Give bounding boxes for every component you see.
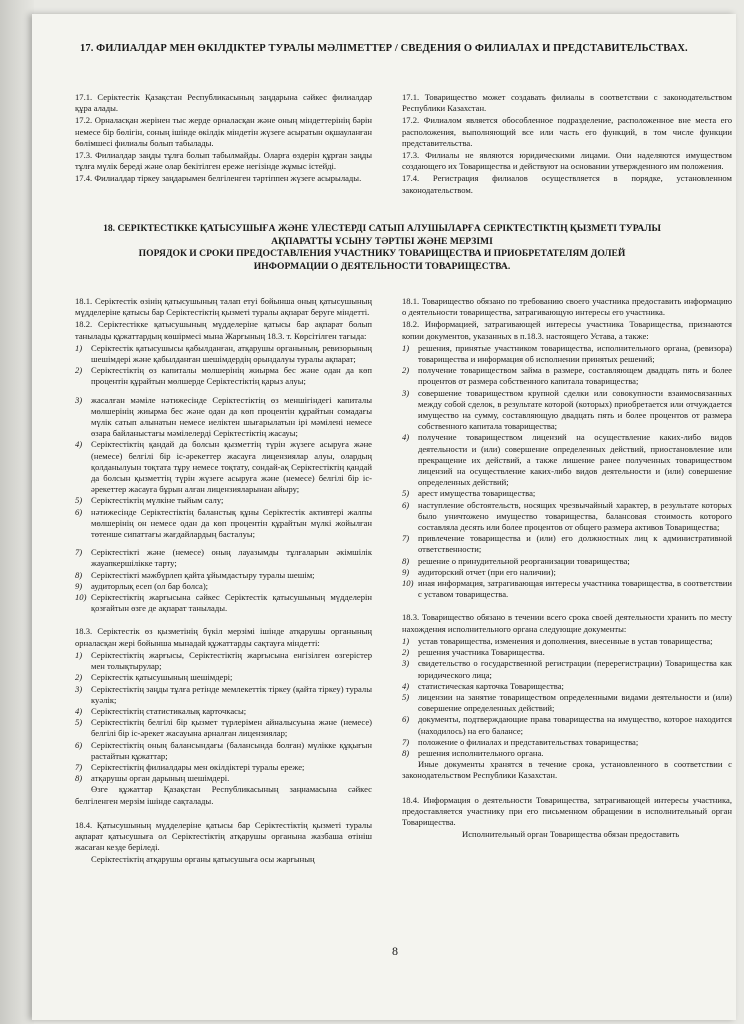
list-item: 2) решения участника Товарищества. [402, 647, 545, 658]
title-line: АҚПАРАТТЫ ҰСЫНУ ТӘРТІБІ ЖӘНЕ МЕРЗІМІ [271, 235, 493, 247]
paragraph: 18.1. Товарищество обязано по требованию своего участника предоставить информацию о деятельности товарищества, затрагивающую интересы его участника. [402, 296, 732, 318]
paragraph: 18.4. Информация о деятельности Товарищества, затрагивающей интересы участника, предоставляется участнику при его письменном обращении в исполнительный орган Товарищества. [402, 794, 732, 827]
list-item: 6) документы, подтверждающие права товарищества на имущество, которое находится (находилось) на его балансе; [402, 714, 732, 736]
paragraph: 18.2. Серіктестікке қатысушының мүдделеріне қатысы бар ақпарат болып танылады құжаттардың көшірмесі мына Жарғының 18.3. т. Көрсітілген тағыда: [75, 319, 372, 341]
kz-info-list [75, 343, 372, 615]
list-item: 1) Серіктестік қатысушысы қабылданған, атқарушы органының, ревизорының шешімдері және қабылданған шешімдердің орындалуы туралы ақпарат; [75, 342, 372, 365]
list-item: 8) решение о принудительной реорганизации товарищества; [402, 555, 630, 566]
section-18-kz-column [75, 296, 372, 867]
list-item: 1) решения, принятые участником товарищества, исполнительного органа, (ревизора) товарищества и информация об исполнении принятых решений; [402, 342, 732, 365]
list-item: 9) аудиторский отчет (при его наличии); [402, 566, 556, 577]
paragraph: 18.3. Серіктестік өз қызметінің бүкіл мерзімі ішінде атқарушы органының орналасқан жері бойынша мынадай құжаттарды сақтауға міндетті: [75, 626, 372, 648]
paragraph: 17.1. Серіктестік Қазақстан Республикасының заңдарына сәйкес филиалдар құра алады. [75, 92, 372, 114]
paragraph: 18.2. Информацией, затрагивающей интересы участника Товарищества, признаются копии документов, указанных в п.18.3. настоящего Устава, а также: [402, 319, 732, 341]
list-item: 7) Серіктестікті және (немесе) оның лауазымды тұлғаларын әкімшілік жауапкершілікке тарту; [75, 547, 372, 569]
list-item: 4) статистическая карточка Товарищества; [402, 680, 564, 691]
list-item: 4) Серіктестіктің қандай да болсын қызметтің түрін жүзеге асыруға және (немесе) белгілі бір іс-әрекеттер жасауға лицензиялар алуы, олардың қолданылуын тоқтата тұру немесе тоқтату, сондай-ақ Серіктестіктің қандай да болсын қызметтің түрін жүзеге асыруға және (немесе) белгілі бір іс-әрекеттер жасауға бұрын алған лицензияларынан айыру; [75, 439, 372, 495]
list-item: 3) совершение товариществом крупной сделки или совокупности взаимосвязанных между собой сделок, в результате которой (которых) приобретается или отчуждается имущество на сумму, составляющую двадцать пять и более процентов от размера собственного капитала товарищества; [402, 387, 732, 432]
section-18-ru-column [402, 296, 732, 841]
paragraph: 17.1. Товарищество может создавать филиалы в соответствии с законодательством Республики Казахстан. [402, 92, 732, 114]
paragraph: 17.3. Филиалы не являются юридическими лицами. Они наделяются имуществом создающего их Товарищества и действуют на основании утвержденного им положения. [402, 150, 732, 172]
paragraph: Өзге құжаттар Қазақстан Республикасының заңнамасына сәйкес белгіленген мерзім ішінде сақталады. [75, 784, 372, 806]
list-item: 10) Серіктестіктің жарғысына сәйкес Серіктестік қатысушының мүдделерін қозғайтын өзге де ақпарат танылады. [75, 592, 372, 614]
paragraph: Серіктестіктің атқарушы органы қатысушыға осы жарғының [91, 854, 315, 865]
title-line: ПОРЯДОК И СРОКИ ПРЕДОСТАВЛЕНИЯ УЧАСТНИКУ ТОВАРИЩЕСТВА И ПРИОБРЕТАТЕЛЯМ ДОЛЕЙ [138, 248, 626, 259]
adjacent-page-edge [0, 0, 34, 1024]
section-18-title [52, 223, 712, 273]
list-item: 8) Серіктестікті мәжбүрлеп қайта ұйымдастыру туралы шешім; [75, 569, 315, 580]
paragraph: 17.4. Филиалдар тіркеу заңдарымен белгіленген тәртіппен жүзеге асырылады. [75, 173, 362, 184]
list-item: 7) привлечение товарищества и (или) его должностных лиц к административной ответственности; [402, 533, 732, 555]
list-item: 8) решения исполнительного органа. [402, 747, 544, 758]
list-item: 5) Серіктестіктің белгілі бір қызмет түрлерімен айналысуына және (немесе) белгілі бір іс-әрекет жасауына арналған лицензиялар; [75, 717, 372, 739]
list-item: 6) нәтижесінде Серіктестіктің баланстық құны Серіктестік активтері жалпы мөлшерінің он немесе одан да көп процентін құрайтын мүлкі жойылған төтенше сипаттағы жағдайлардың басталуы; [75, 506, 372, 540]
title-line: 18. СЕРІКТЕСТІККЕ ҚАТЫСУШЫҒА ЖӘНЕ ҮЛЕСТЕРДІ САТЫП АЛУШЫЛАРҒА СЕРІКТЕСТІКТІҢ ҚЫЗМЕТІ ТУРАЛЫ [103, 223, 661, 234]
list-item: 5) арест имущества товарищества; [402, 488, 536, 499]
list-item: 3) жасалған мәміле нәтижесінде Серіктестіктің өз меншігіндегі капиталы мөлшерінің жиырма бес және одан да көп процентін құрайтын сомадағы мүлік сатып алынатын немесе иеліктен шығарылатын ірі мәмілені немесе өзара байланыстағы мәмілелерді Серіктестіктің жасауы; [75, 394, 372, 439]
list-item: 10) иная информация, затрагивающая интересы участника товарищества, в соответствии с уставом товарищества. [402, 578, 732, 600]
list-item: 2) Серіктестік қатысушының шешімдері; [75, 672, 233, 683]
list-item: 9) аудиторлық есеп (ол бар болса); [75, 580, 209, 591]
list-item: 2) Серіктестіктің өз капиталы мөлшерінің жиырма бес және одан да көп процентін құрайтын мөлшерде Серіктестіктің қарыз алуы; [75, 365, 372, 387]
paragraph: 17.2. Филиалом является обособленное подразделение, расположенное вне места его расположения, выполняющий все или часть его функций, в том числе функции представительства. [402, 115, 732, 148]
list-item: 5) Серіктестіктің мүлкіне тыйым салу; [75, 495, 224, 506]
list-item: 8) атқарушы орган дарының шешімдері. [75, 773, 230, 784]
paragraph: Исполнительный орган Товарищества обязан предоставить [462, 829, 680, 840]
list-item: 7) Серіктестіктің филиалдары мен өкілдіктері туралы ереже; [75, 761, 305, 772]
list-item: 6) наступление обстоятельств, носящих чрезвычайный характер, в результате которых было уничтожено имущество товарищества, балансовая стоимость которого составляла десять или более процентов от общего размера активов Товарищества; [402, 499, 732, 533]
ru-docs-list [402, 636, 732, 759]
paragraph: 18.1. Серіктестік өзінің қатысушының талап етуі бойынша оның қатысушының мүдделеріне қатысы бар Серіктестіктің қызметі туралы ақпарат беруге міндетті. [75, 296, 372, 318]
section-17-kz-column [75, 92, 372, 186]
page-number: 8 [392, 944, 398, 958]
list-item: 6) Серіктестіктің оның балансындағы (балансында болған) мүлікке құқығын растайтын құжаттар; [75, 739, 372, 761]
section-17-ru-column [402, 92, 732, 197]
list-item: 5) лицензии на занятие товариществом определенными видами деятельности и (или) совершение определенных действий; [402, 691, 732, 714]
paragraph: 17.2. Орналасқан жерінен тыс жерде орналасқан және оның міндеттерінің бәрін немесе бір бөлігін, соның ішінде өкілдік міндетін жүзеге асыратын оқшауланған бөлімшесі филиалы болып табылады. [75, 115, 372, 148]
paragraph: 17.4. Регистрация филиалов осуществляется в порядке, установленном законодательством. [402, 173, 732, 195]
list-item: 4) Серіктестіктің статистикалық карточкасы; [75, 705, 247, 716]
paragraph: 18.4. Қатысушының мүдделеріне қатысы бар Серіктестіктің қызметі туралы ақпарат қатысушыға ол Серіктестіктің атқарушы органына жазбаша өтініш жасаған кезде беріледі. [75, 819, 372, 853]
list-item: 2) получение товариществом займа в размере, составляющем двадцать пять и более процентов от размера собственного капитала товарищества; [402, 365, 732, 387]
kz-docs-list [75, 650, 372, 784]
paragraph: 18.3. Товарищество обязано в течении всего срока своей деятельности хранить по месту нахождения исполнительного органа следующие документы: [402, 612, 732, 634]
list-item: 3) Серіктестіктің заңды тұлға ретінде мемлекеттік тіркеу (қайта тіркеу) туралы куәлік; [75, 683, 372, 705]
paragraph: 17.3. Филиалдар заңды тұлға болып табылмайды. Оларға өздерін құрған заңды тұлға мүлік береді және олар бекітілген ереже негізінде жұмыс істейді. [75, 150, 372, 172]
document-page [32, 14, 736, 1020]
list-item: 3) свидетельство о государственной регистрации (перерегистрации) Товарищества как юридического лица; [402, 658, 732, 680]
title-line: ИНФОРМАЦИИ О ДЕЯТЕЛЬНОСТИ ТОВАРИЩЕСТВА. [253, 260, 511, 272]
paragraph: Иные документы хранятся в течение срока, установленного в соответствии с законодательством Республики Казахстан. [402, 759, 732, 781]
list-item: 1) Серіктестіктің жарғысы, Серіктестіктің жарғысына енгізілген өзгерістер мен толықтырулар; [75, 649, 372, 672]
list-item: 7) положение о филиалах и представительствах товарищества; [402, 736, 639, 747]
list-item: 4) получение товариществом лицензий на осуществление каких-либо видов деятельности и (или) совершение определенных действий, приостановление или прекращение их действий, а также лишение ранее полученных товариществом лицензий на осуществление каких-либо видов деятельности и (или) совершение определенных действий; [402, 432, 732, 488]
list-item: 1) устав товарищества, изменения и дополнения, внесенные в устав товарищества; [402, 635, 713, 646]
ru-info-list [402, 343, 732, 601]
section-17-title: 17. ФИЛИАЛДАР МЕН ӨКІЛДІКТЕР ТУРАЛЫ МӘЛІМЕТТЕР / СВЕДЕНИЯ О ФИЛИАЛАХ И ПРЕДСТАВИТЕЛЬСТВАХ. [80, 43, 688, 54]
